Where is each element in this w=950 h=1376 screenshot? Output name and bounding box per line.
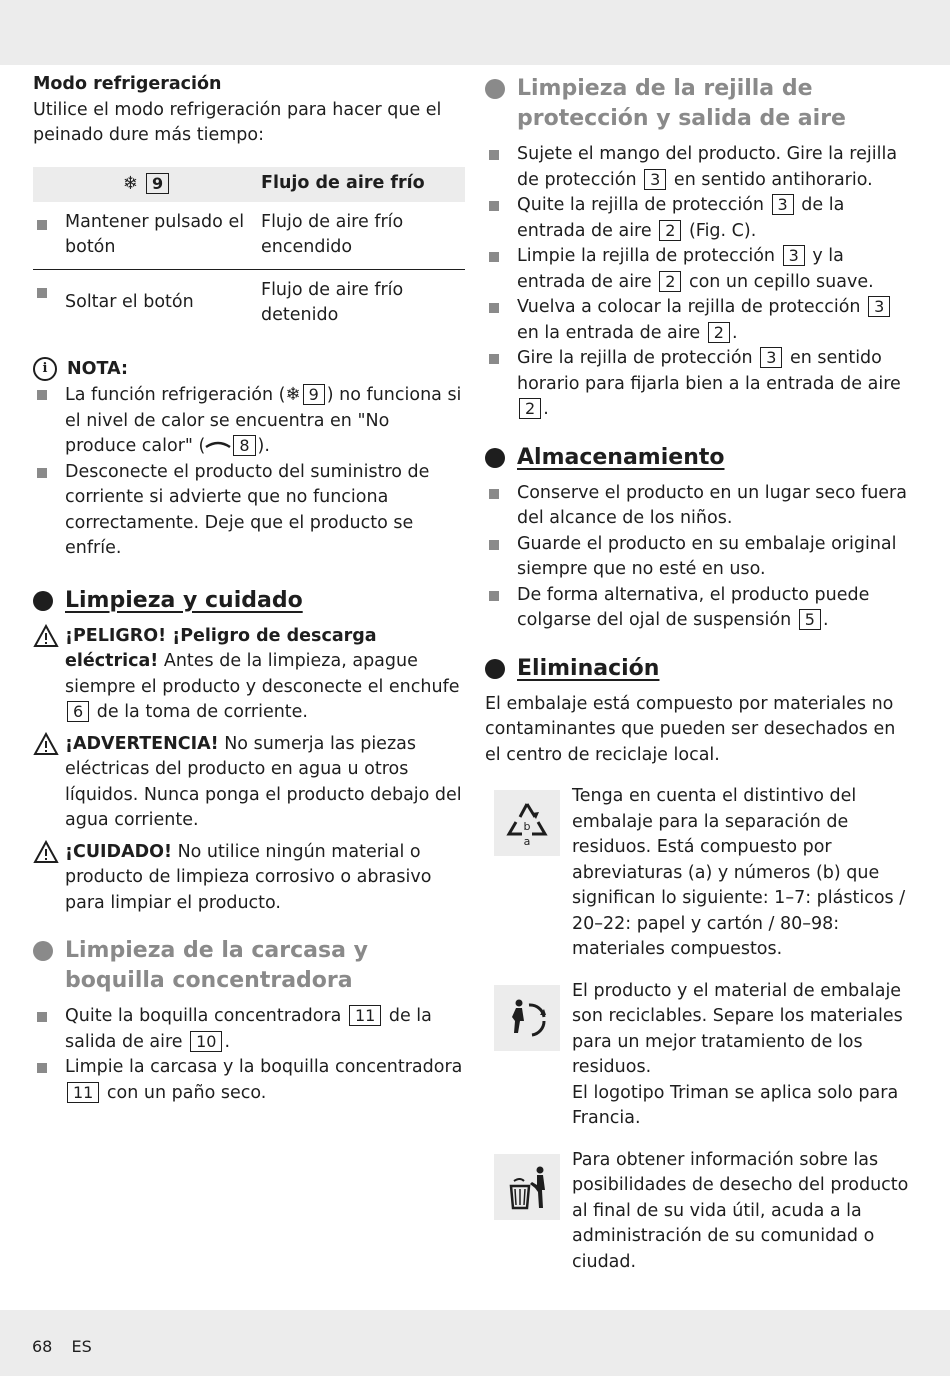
- text: No sumerja las piezas eléctricas del producto en agua u otros líquidos. Nunca ponga el producto debajo del agua corriente.: [65, 733, 462, 830]
- section-heading: [33, 586, 465, 616]
- text: Quite la rejilla de protección: [517, 195, 770, 215]
- ref-box: 2: [659, 220, 681, 241]
- recycling-triangle-icon: [494, 790, 560, 856]
- ref-box: 2: [708, 322, 730, 343]
- bullet-icon: [37, 1063, 47, 1073]
- danger-label: ¡PELIGRO! ¡Peligro de descarga eléctrica!: [65, 625, 377, 671]
- bullet-icon: [489, 489, 499, 499]
- left-column: [33, 72, 465, 1106]
- bullet-dot-icon: [33, 591, 53, 611]
- bullet-icon: [37, 288, 47, 298]
- right-column: [485, 72, 915, 1275]
- table-cell-action: Soltar el botón: [65, 292, 194, 313]
- page-number: 68: [32, 1337, 53, 1356]
- list-item: [33, 382, 465, 460]
- table-row: [33, 269, 465, 337]
- list-item: [485, 481, 915, 532]
- cool-mode-intro: Utilice el modo refrigeración para hacer que el peinado dure más tiempo:: [33, 99, 442, 145]
- text: con un cepillo suave.: [683, 271, 874, 292]
- triman-france-text: El logotipo Triman se aplica solo para Francia.: [572, 1082, 899, 1128]
- bottom-bar: [0, 1310, 950, 1376]
- text: Limpie la rejilla de protección: [517, 246, 781, 266]
- ref-box: 11: [67, 1082, 99, 1103]
- bullet-icon: [489, 252, 499, 262]
- text: .: [731, 322, 738, 343]
- table-header-icon-cell: [33, 167, 261, 202]
- language-code: ES: [71, 1337, 92, 1356]
- ref-box: 2: [659, 271, 681, 292]
- note-list: [33, 382, 465, 562]
- text: Limpie la carcasa y la boquilla concentradora: [65, 1057, 463, 1077]
- text: con un paño seco.: [101, 1082, 267, 1103]
- cleaning-title: Limpieza y cuidado: [65, 587, 303, 613]
- ref-box: 9: [303, 384, 325, 405]
- text: Vuelva a colocar la rejilla de protección: [517, 297, 867, 317]
- waste-bin-block: [485, 1148, 915, 1276]
- table-cell-result: Flujo de aire frío detenido: [261, 279, 404, 325]
- text: Guarde el producto en su embalaje original siempre que no esté en uso.: [517, 533, 897, 579]
- text: Antes de la limpieza, apague siempre el producto y desconecte el enchufe: [65, 651, 460, 697]
- bullet-icon: [489, 540, 499, 550]
- triman-block: [485, 979, 915, 1132]
- text: Sujete el mango del producto. Gire la rejilla de protección: [517, 144, 898, 190]
- text: La función refrigeración (: [65, 385, 286, 405]
- recycle-letter-a: a: [523, 835, 531, 848]
- note-heading: [33, 357, 465, 383]
- ref-box: 3: [783, 245, 805, 266]
- list-item: [485, 295, 915, 346]
- disposal-intro: El embalaje está compuesto por materiales no contaminantes que pueden ser desechados en el centro de reciclaje local.: [485, 693, 896, 765]
- advertencia-warning: [33, 732, 465, 834]
- list-item: [485, 532, 915, 583]
- ref-box: 3: [772, 194, 794, 215]
- text: de la entrada de aire: [517, 195, 845, 241]
- warning-triangle-icon: [33, 732, 59, 765]
- bullet-dot-icon: [485, 448, 505, 468]
- cool-mode-table: [33, 167, 465, 337]
- warning-label: ¡ADVERTENCIA!: [65, 733, 219, 754]
- text: (Fig. C).: [683, 220, 757, 241]
- page-footer: [32, 1334, 106, 1360]
- ref-box: 6: [67, 701, 89, 722]
- text: .: [822, 610, 829, 630]
- bullet-icon: [489, 591, 499, 601]
- bullet-icon: [489, 150, 499, 160]
- table-cell-action: Mantener pulsado el botón: [65, 211, 245, 257]
- warning-triangle-icon: [33, 624, 59, 657]
- section-heading: [485, 74, 915, 134]
- section-heading: [485, 654, 915, 684]
- ref-box: 11: [349, 1005, 381, 1026]
- ref-box: 2: [519, 398, 541, 419]
- housing-title: Limpieza de la carcasa y boquilla concentradora: [65, 938, 368, 993]
- text: de la toma de corriente.: [91, 702, 308, 722]
- list-item: [485, 193, 915, 244]
- section-heading: [33, 936, 465, 996]
- list-item: [33, 1055, 465, 1106]
- recycling-code-text: Tenga en cuenta el distintivo del embalaje para la separación de residuos. Está compuesto por abreviaturas (a) y números (b) que significan lo siguiente: 1–7: plásticos / 20–22: papel y cartón / 80–98: materiales compuestos.: [572, 786, 906, 959]
- bullet-icon: [489, 303, 499, 313]
- bullet-dot-icon: [33, 941, 53, 961]
- caution-label: ¡CUIDADO!: [65, 841, 172, 862]
- text: Quite la boquilla concentradora: [65, 1006, 347, 1026]
- top-bar: [0, 0, 950, 65]
- snowflake-icon: ❄: [122, 172, 138, 194]
- bullet-dot-icon: [485, 79, 505, 99]
- text: en sentido antihorario.: [668, 169, 873, 190]
- list-item: [485, 346, 915, 423]
- ref-box: 5: [799, 609, 821, 630]
- text: y la entrada de aire: [517, 246, 844, 292]
- storage-list: [485, 481, 915, 634]
- list-item: [33, 460, 465, 562]
- triman-icon: [494, 985, 560, 1051]
- danger-warning: [33, 624, 465, 726]
- waste-bin-text: Para obtener información sobre las posibilidades de desecho del producto al final de su vida útil, acuda a la administración de su comunidad o ciudad.: [572, 1149, 909, 1272]
- text: de la salida de aire: [65, 1006, 432, 1052]
- text: No utilice ningún material o producto de limpieza corrosivo o abrasivo para limpiar el producto.: [65, 841, 432, 913]
- storage-title: Almacenamiento: [517, 444, 725, 470]
- waste-bin-icon: [494, 1154, 560, 1220]
- table-cell-result: Flujo de aire frío encendido: [261, 202, 465, 270]
- list-item: [485, 583, 915, 634]
- bullet-icon: [489, 201, 499, 211]
- text: en la entrada de aire: [517, 322, 706, 343]
- grille-list: [485, 142, 915, 423]
- text: Gire la rejilla de protección: [517, 348, 759, 368]
- text: De forma alternativa, el producto puede colgarse del ojal de suspensión: [517, 584, 870, 630]
- table-header-label: Flujo de aire frío: [261, 167, 465, 202]
- ref-box: 8: [233, 435, 255, 456]
- ref-box: 3: [868, 296, 890, 317]
- bullet-icon: [37, 468, 47, 478]
- triman-text: El producto y el material de embalaje son reciclables. Separe los materiales para un mejor tratamiento de los residuos.: [572, 980, 903, 1077]
- note-label: NOTA:: [67, 358, 128, 379]
- snowflake-icon: ❄: [285, 384, 301, 405]
- text: ) no funciona si el nivel de calor se encuentra en "No produce calor" (: [65, 385, 462, 456]
- bullet-dot-icon: [485, 659, 505, 679]
- caution-warning: [33, 840, 465, 917]
- bullet-icon: [37, 220, 47, 230]
- ref-box: 3: [760, 347, 782, 368]
- warning-triangle-icon: [33, 840, 59, 873]
- grille-title: Limpieza de la rejilla de protección y salida de aire: [517, 76, 846, 131]
- ref-box: 9: [146, 173, 169, 194]
- bullet-icon: [37, 1012, 47, 1022]
- ref-box: 10: [190, 1031, 222, 1052]
- text: .: [543, 399, 549, 419]
- housing-list: [33, 1004, 465, 1106]
- text: ).: [257, 436, 270, 456]
- list-item: [33, 1004, 465, 1055]
- recycling-code-block: [485, 784, 915, 963]
- text: en sentido horario para fijarla bien a la entrada de aire: [517, 348, 901, 394]
- bullet-icon: [489, 354, 499, 364]
- table-row: [33, 202, 465, 270]
- disposal-title: Eliminación: [517, 655, 660, 681]
- recycle-letter-b: b: [523, 820, 531, 833]
- section-heading: [485, 443, 915, 473]
- cool-mode-heading: Modo refrigeración: [33, 74, 222, 94]
- bullet-icon: [37, 390, 47, 400]
- text: Desconecte el producto del suministro de corriente si advierte que no funciona correctamente. Deje que el producto se enfríe.: [65, 461, 430, 558]
- no-heat-icon: [205, 436, 231, 456]
- list-item: [485, 244, 915, 295]
- text: Conserve el producto en un lugar seco fuera del alcance de los niños.: [517, 482, 907, 528]
- text: .: [224, 1031, 231, 1052]
- ref-box: 3: [644, 169, 666, 190]
- list-item: [485, 142, 915, 193]
- info-icon: i: [33, 357, 57, 381]
